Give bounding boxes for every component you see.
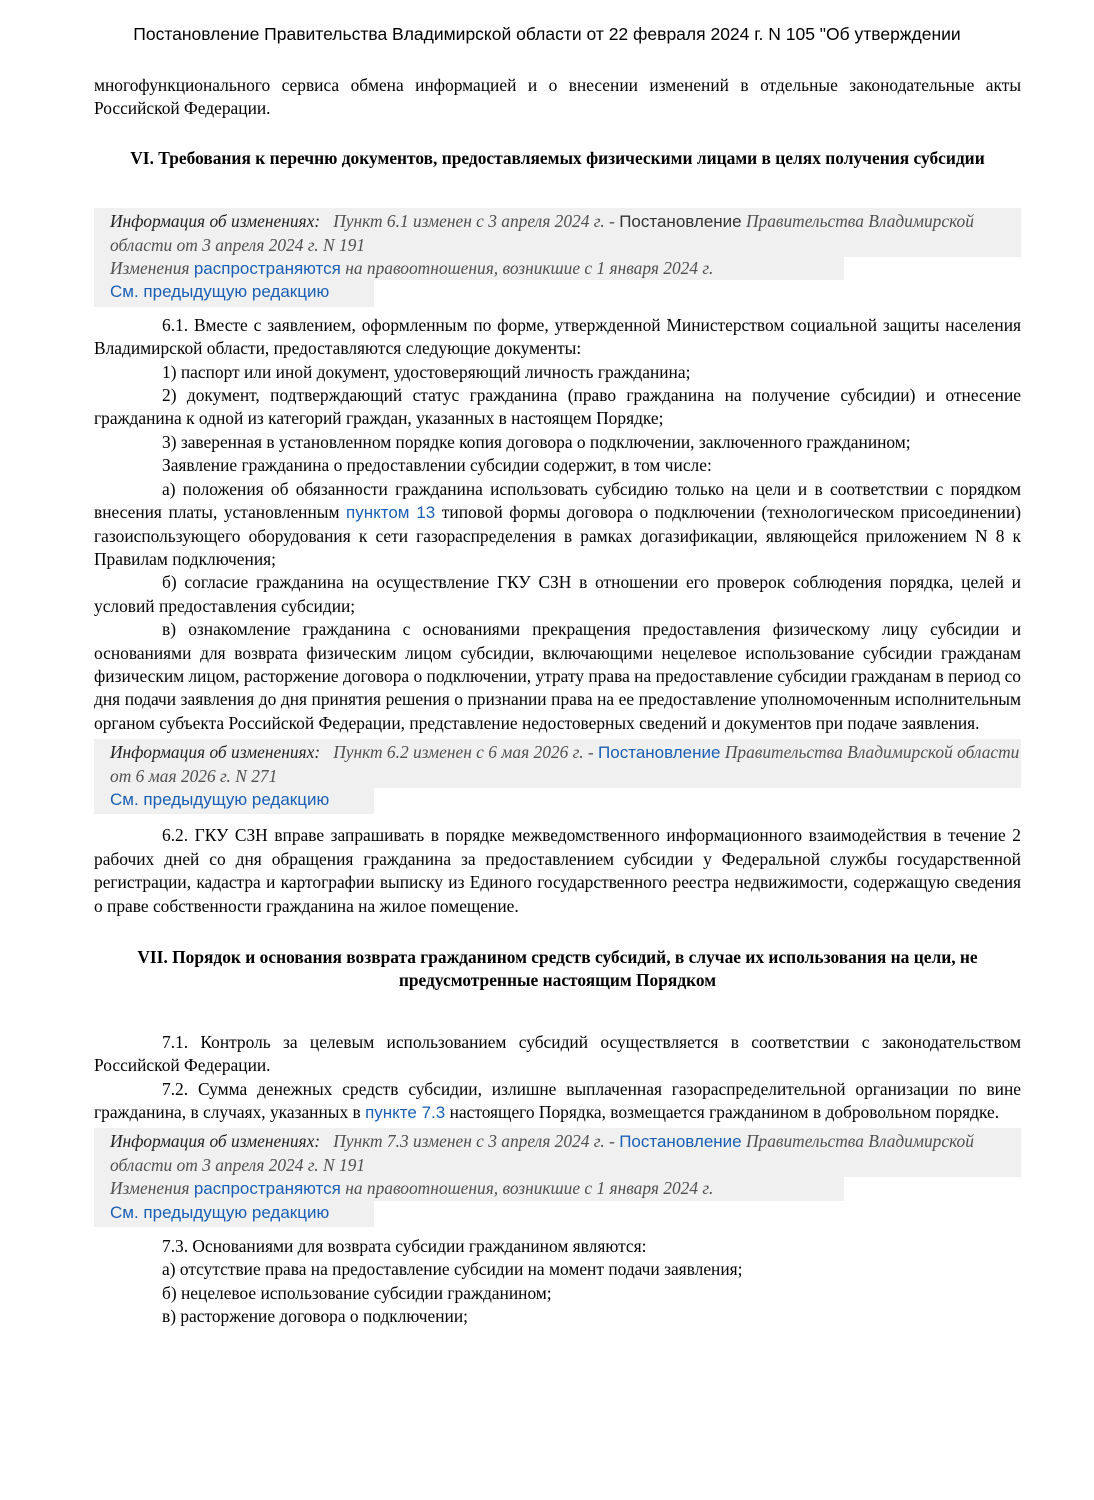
statement-paragraph: Заявление гражданина о предоставлении субсидии содержит, в том числе: xyxy=(162,455,712,476)
change-info-text: Пункт 7.3 изменен с 3 апреля 2024 г. - xyxy=(333,1131,615,1152)
paragraph-7-3: 7.3. Основаниями для возврата субсидии гражданином являются: xyxy=(162,1236,647,1257)
changes-suffix: на правоотношения, возникшие с 1 января 2024 г. xyxy=(345,1178,714,1199)
changes-prefix: Изменения xyxy=(110,258,190,279)
applies-link[interactable]: распространяются xyxy=(193,259,341,279)
paragraph-7-2: 7.2. Сумма денежных средств субсидии, излишне выплаченная газораспределительной организации по вине гражданина, в случаях, указанных в пункте 7.3 настоящего Порядка, возмещается гражданином в добровольном порядке. xyxy=(94,1078,1021,1123)
paragraph-6-1: 6.1. Вместе с заявлением, оформленным по форме, утвержденной Министерством социальной защиты населения Владимирской области, предоставляются следующие документы: xyxy=(94,314,1021,359)
section-6-heading: VI. Требования к перечню документов, предоставляемых физическими лицами в целях получения субсидии xyxy=(130,147,985,168)
change-info-label: Информация об изменениях: xyxy=(110,1131,321,1152)
change-info-6-1 xyxy=(94,208,1021,307)
document-body xyxy=(94,74,1021,1329)
item-b: б) согласие гражданина на осуществление ГКУ СЗН в отношении его проверок соблюдения порядка, целей и условий предоставления субсидии; xyxy=(94,572,1021,616)
previous-edition-link[interactable]: См. предыдущую редакцию xyxy=(110,1202,330,1222)
change-info-label: Информация об изменениях: xyxy=(110,211,321,232)
point-13-link[interactable]: пунктом 13 xyxy=(346,503,436,523)
resolution-link[interactable]: Постановление xyxy=(619,212,742,232)
change-info-text-after: Правительства Владимирской области от 3 апреля 2024 г. N 191 xyxy=(110,1131,974,1175)
changes-prefix: Изменения xyxy=(110,1178,190,1199)
reason-b: б) нецелевое использование субсидии гражданином; xyxy=(162,1282,552,1303)
point-7-3-link[interactable]: пункте 7.3 xyxy=(365,1103,446,1123)
item-a: а) положения об обязанности гражданина использовать субсидию только на цели и в соответствии с порядком внесения платы, установленным пунктом 13 типовой формы договора о подключении (технологическом присоединении) газоиспользующего оборудования к сети газораспределения в рамках догазификации, являющейся приложением N 8 к Правилам подключения; xyxy=(94,478,1021,569)
change-info-label: Информация об изменениях: xyxy=(110,742,321,763)
paragraph-7-1: 7.1. Контроль за целевым использованием субсидий осуществляется в соответствии с законодательством Российской Федерации. xyxy=(94,1031,1021,1076)
reason-a: а) отсутствие права на предоставление субсидии на момент подачи заявления; xyxy=(162,1259,743,1280)
list-item-2: 2) документ, подтверждающий статус гражданина (право гражданина на получение субсидии) и отнесение гражданина к одной из категорий граждан, указанных в настоящем Порядке; xyxy=(94,385,1021,429)
change-info-text: Пункт 6.2 изменен с 6 мая 2026 г. - xyxy=(333,742,594,763)
section-7-heading: VII. Порядок и основания возврата гражданином средств субсидий, в случае их использования на цели, не предусмотренные настоящим Порядком xyxy=(137,947,978,991)
reason-v: в) расторжение договора о подключении; xyxy=(162,1306,468,1327)
applies-link[interactable]: распространяются xyxy=(193,1179,341,1199)
resolution-link[interactable]: Постановление xyxy=(598,743,721,763)
change-info-text-after: Правительства Владимирской области от 6 мая 2026 г. N 271 xyxy=(110,742,1020,786)
change-info-text: Пункт 6.1 изменен с 3 апреля 2024 г. - xyxy=(333,211,615,232)
previous-edition-link[interactable]: См. предыдущую редакцию xyxy=(110,789,330,809)
resolution-link[interactable]: Постановление xyxy=(619,1132,742,1152)
change-info-text-after: Правительства Владимирской области от 3 апреля 2024 г. N 191 xyxy=(110,211,974,255)
changes-suffix: на правоотношения, возникшие с 1 января 2024 г. xyxy=(345,258,714,279)
list-item-3: 3) заверенная в установленном порядке копия договора о подключении, заключенного гражданином; xyxy=(162,431,911,452)
paragraph-6-2: 6.2. ГКУ СЗН вправе запрашивать в порядке межведомственного информационного взаимодействия в течение 2 рабочих дней со дня обращения гражданина за предоставлением субсидии у Федеральной службы государственной регистрации, кадастра и картографии выписку из Единого государственного реестра недвижимости, содержащую сведения о праве собственности гражданина на жилое помещение. xyxy=(94,825,1021,916)
item-v: в) ознакомление гражданина с основаниями прекращения предоставления физическому лицу субсидии и основаниями для возврата физическим лицом субсидии, включающими нецелевое использование субсидии гражданам физическим лицом, расторжение договора о подключении, утрату права на предоставление субсидии гражданам в период со дня подачи заявления до дня принятия решения о признании права на ее предоставление уполномоченным исполнительным органом субъекта Российской Федерации, представление недостоверных сведений и документов при подаче заявления. xyxy=(94,619,1021,733)
intro-paragraph: многофункционального сервиса обмена информацией и о внесении изменений в отдельные законодательные акты Российской Федерации. xyxy=(94,75,1021,119)
page-header: Постановление Правительства Владимирской области от 22 февраля 2024 г. N 105 "Об утверждении xyxy=(133,24,961,44)
change-info-6-2 xyxy=(94,739,1021,814)
previous-edition-link[interactable]: См. предыдущую редакцию xyxy=(110,282,330,302)
change-info-7-3 xyxy=(94,1128,1021,1227)
list-item-1: 1) паспорт или иной документ, удостоверяющий личность гражданина; xyxy=(162,361,691,382)
